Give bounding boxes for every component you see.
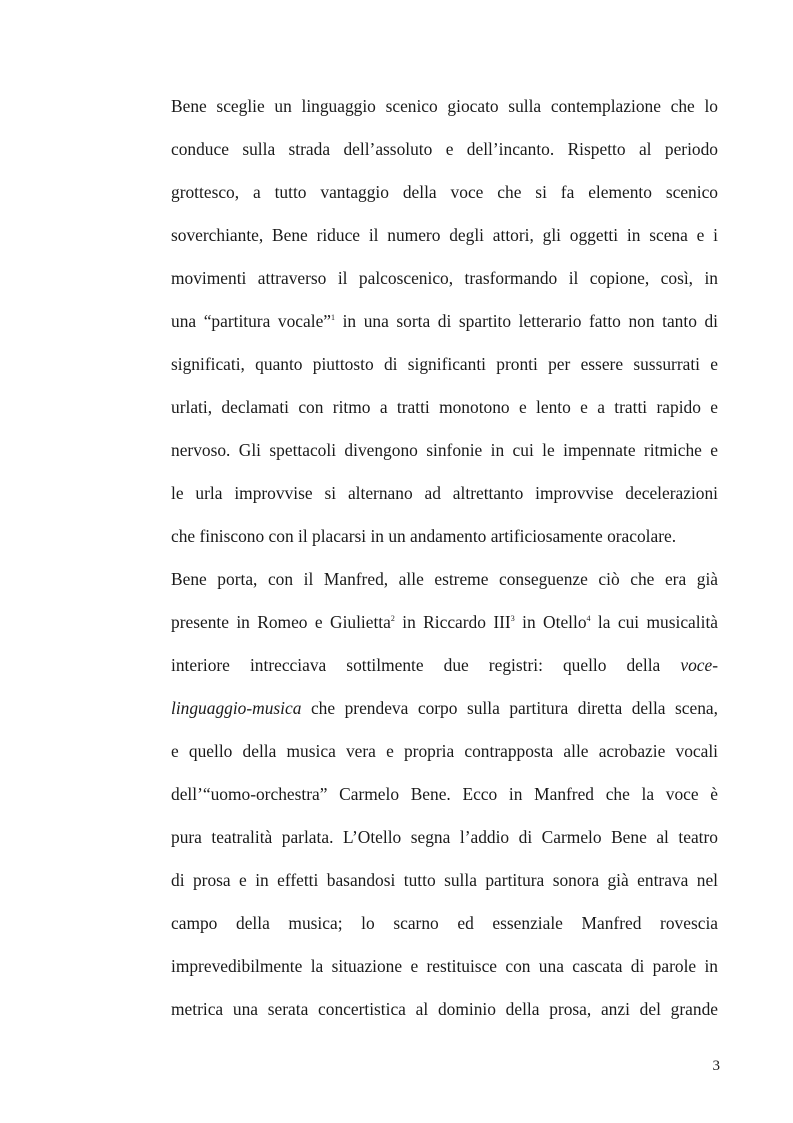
text-segment: la cui musicalità: [590, 612, 718, 632]
body-text: [171, 88, 718, 1034]
text-line-15: [171, 690, 718, 733]
text-line-3: grottesco, a tutto vantaggio della voce che si fa elemento scenico: [171, 182, 718, 202]
footnote-mark: 3: [510, 614, 515, 623]
text-segment: una “partitura vocale”: [171, 311, 332, 331]
text-segment: presente in Romeo e Giulietta: [171, 612, 391, 632]
text-line-14: [171, 647, 718, 690]
text-line-20: campo della musica; lo scarno ed essenziale Manfred rovescia: [171, 913, 718, 933]
footnote-mark: 4: [586, 614, 591, 623]
text-line-5: movimenti attraverso il palcoscenico, trasformando il copione, così, in: [171, 268, 718, 288]
text-line-8: urlati, declamati con ritmo a tratti monotono e lento e a tratti rapido e: [171, 397, 718, 417]
text-line-7: significati, quanto piuttosto di significanti pronti per essere sussurrati e: [171, 354, 718, 374]
text-segment: in Riccardo III: [394, 612, 511, 632]
text-line-17: dell’“uomo-orchestra” Carmelo Bene. Ecco in Manfred che la voce è: [171, 784, 718, 804]
text-line-9: nervoso. Gli spettacoli divengono sinfonie in cui le impennate ritmiche e: [171, 440, 718, 460]
text-segment: che prendeva corpo sulla partitura diretta della scena,: [301, 698, 718, 718]
italic-text: voce-: [680, 655, 718, 675]
text-line-19: di prosa e in effetti basandosi tutto sulla partitura sonora già entrava nel: [171, 870, 718, 890]
text-line-18: pura teatralità parlata. L’Otello segna l’addio di Carmelo Bene al teatro: [171, 827, 718, 847]
page-number: 3: [712, 1058, 720, 1074]
text-line-12: Bene porta, con il Manfred, alle estreme conseguenze ciò che era già: [171, 569, 718, 589]
text-line-2: conduce sulla strada dell’assoluto e dell’incanto. Rispetto al periodo: [171, 139, 718, 159]
text-segment: in Otello: [514, 612, 587, 632]
text-line-6: [171, 303, 718, 346]
text-line-11: che finiscono con il placarsi in un andamento artificiosamente oracolare.: [171, 526, 677, 546]
text-line-13: [171, 604, 718, 647]
text-line-10: le urla improvvise si alternano ad altrettanto improvvise decelerazioni: [171, 483, 718, 503]
footnote-mark: 2: [390, 614, 395, 623]
text-segment: in una sorta di spartito letterario fatto non tanto di: [335, 311, 719, 331]
text-segment: interiore intrecciava sottilmente due registri: quello della: [171, 655, 681, 675]
footnote-mark: 1: [331, 313, 336, 322]
text-line-4: soverchiante, Bene riduce il numero degli attori, gli oggetti in scena e i: [171, 225, 718, 245]
text-line-16: e quello della musica vera e propria contrapposta alle acrobazie vocali: [171, 741, 718, 761]
text-line-22: metrica una serata concertistica al dominio della prosa, anzi del grande: [171, 999, 718, 1019]
text-line-1: Bene sceglie un linguaggio scenico giocato sulla contemplazione che lo: [171, 96, 718, 116]
italic-text: linguaggio-musica: [171, 698, 302, 718]
text-line-21: imprevedibilmente la situazione e restituisce con una cascata di parole in: [171, 956, 718, 976]
